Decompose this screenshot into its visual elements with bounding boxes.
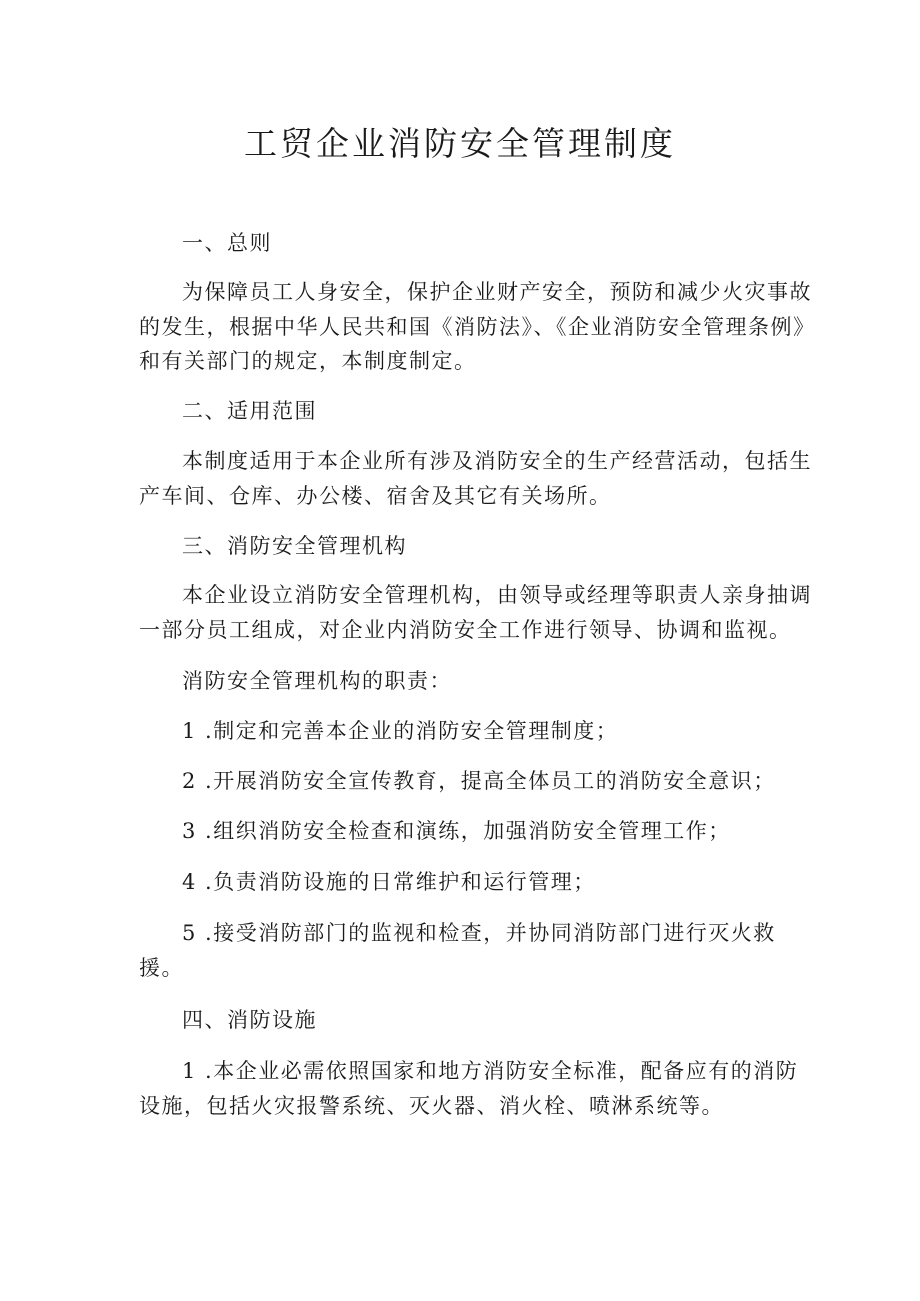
section-heading-general: 一、总则 xyxy=(182,231,272,255)
section-heading-organization: 三、消防安全管理机构 xyxy=(182,534,407,558)
paragraph-line: 消防安全管理机构的职责： xyxy=(182,669,452,693)
list-item: 4 .负责消防设施的日常维护和运行管理； xyxy=(182,870,596,894)
list-item: 1 .制定和完善本企业的消防安全管理制度； xyxy=(182,719,619,743)
paragraph-line: 和有关部门的规定，本制度制定。 xyxy=(139,349,477,373)
paragraph-line: 的发生，根据中华人民共和国《消防法》、《企业消防安全管理条例》 xyxy=(139,315,816,339)
paragraph-line: 本制度适用于本企业所有涉及消防安全的生产经营活动，包括生 xyxy=(182,449,812,473)
list-item: 3 .组织消防安全检查和演练，加强消防安全管理工作； xyxy=(182,819,731,843)
list-item: 2 .开展消防安全宣传教育，提高全体员工的消防安全意识； xyxy=(182,769,776,793)
paragraph-line: 为保障员工人身安全，保护企业财产安全，预防和减少火灾事故 xyxy=(182,280,812,304)
paragraph-line: 一部分员工组成，对企业内消防安全工作进行领导、协调和监视。 xyxy=(139,618,792,642)
paragraph-line: 设施，包括火灾报警系统、灭火器、消火栓、喷淋系统等。 xyxy=(139,1094,724,1118)
section-heading-scope: 二、适用范围 xyxy=(182,399,317,423)
paragraph-line: 1 .本企业必需依照国家和地方消防安全标准，配备应有的消防 xyxy=(182,1059,799,1083)
section-heading-facilities: 四、消防设施 xyxy=(182,1008,317,1032)
list-item: 5 .接受消防部门的监视和检查，并协同消防部门进行灭火救 xyxy=(182,921,776,945)
list-item-continuation: 援。 xyxy=(139,956,184,980)
paragraph-line: 产车间、仓库、办公楼、宿舍及其它有关场所。 xyxy=(139,484,612,508)
paragraph-line: 本企业设立消防安全管理机构，由领导或经理等职责人亲身抽调 xyxy=(182,583,812,607)
document-title: 工贸企业消防安全管理制度 xyxy=(244,124,676,163)
